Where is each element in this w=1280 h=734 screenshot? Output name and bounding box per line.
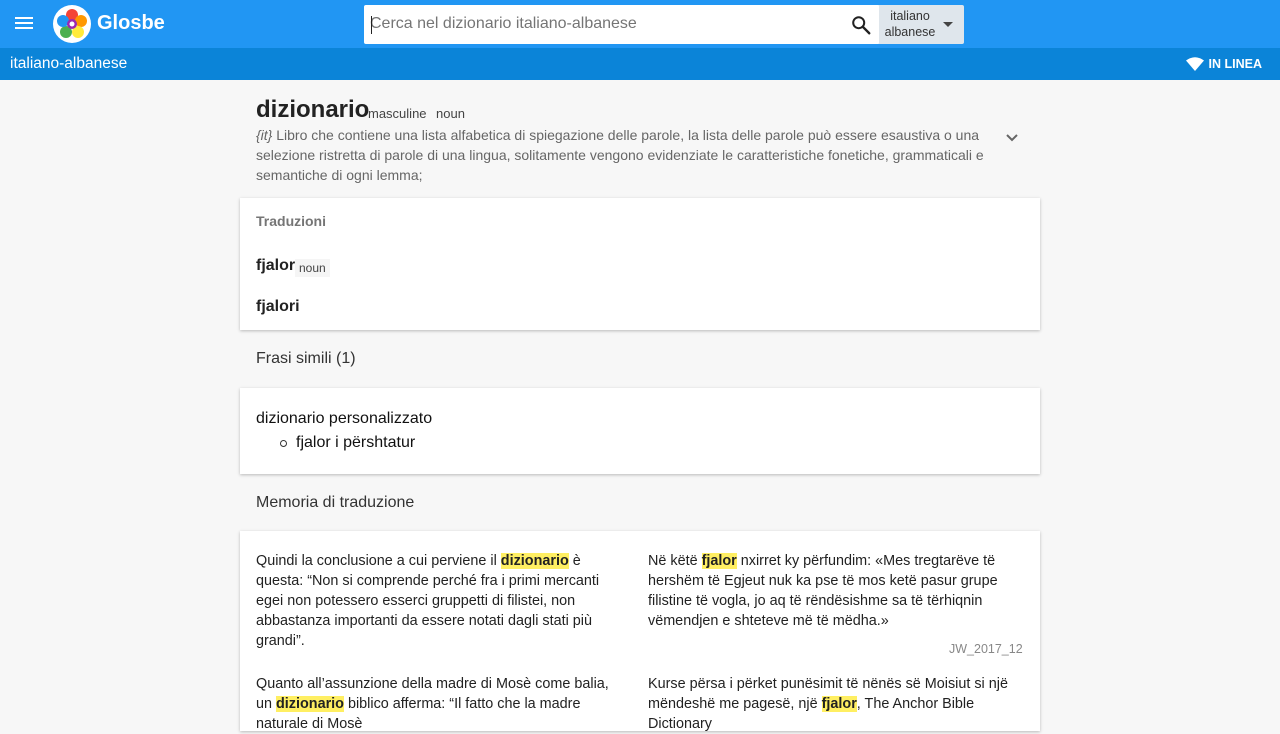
tm-highlight: dizionario xyxy=(276,696,344,712)
tm-highlight: dizionario xyxy=(500,553,569,569)
tm-text: Quanto all’assunzione della madre di Mosè come balia, un xyxy=(256,676,609,712)
tm-text: Quindi la conclusione a cui perviene il xyxy=(256,553,501,569)
list-bullet xyxy=(280,440,287,447)
menu-icon[interactable] xyxy=(14,14,34,34)
tm-target-sentence xyxy=(648,551,1018,631)
tm-text: è questa: “Non si comprende perché fra i primi mercanti egei non potessero esserci gruppetti di filistei, non abbastanza importanti da essere notati dagli stati più grandi”. xyxy=(256,553,600,649)
lang-to-label: albanese xyxy=(884,25,936,39)
tm-target-sentence xyxy=(648,674,1018,734)
similar-phrases-title[interactable]: Frasi simili (1) xyxy=(256,350,356,367)
dropdown-arrow-icon xyxy=(943,22,953,27)
similar-phrase-source[interactable]: dizionario personalizzato xyxy=(256,410,433,427)
translations-label: Traduzioni xyxy=(256,213,326,229)
tm-source-label: JW_2017_12 xyxy=(949,642,1023,656)
language-pair-bar xyxy=(0,48,1280,80)
translation-term[interactable]: fjalori xyxy=(256,298,300,315)
tm-text: biblico afferma: “Il fatto che la madre naturale di Mosè xyxy=(256,696,581,732)
tm-text: nxirret ky përfundim: «Mes tregtarëve të hershëm të Egjeut nuk ka pse të mos ketë pasur grupe filistine të vogla, jo aq të rëndësishme sa të tërhiqnin vëmendjen e shteteve më të mëdha.» xyxy=(648,553,998,629)
translation-pos-tag: noun xyxy=(295,259,330,277)
language-pair-link[interactable]: italiano-albanese xyxy=(10,55,128,72)
translations-card xyxy=(240,198,1040,330)
translation-memory-title: Memoria di traduzione xyxy=(256,494,415,511)
lang-from-label: italiano xyxy=(890,9,930,23)
tm-source-sentence xyxy=(256,674,626,734)
search-input[interactable] xyxy=(370,9,844,39)
text-cursor xyxy=(371,16,372,34)
tm-text: Kurse përsa i përket punësimit të nënës së Moisiut si një mëndeshë me pagesë, një xyxy=(648,676,1008,712)
tm-text: , The Anchor Bible Dictionary xyxy=(648,696,975,732)
pos-tag: noun xyxy=(436,106,465,121)
similar-phrases-card xyxy=(240,388,1040,474)
wifi-icon xyxy=(1186,57,1204,71)
gender-tag: masculine xyxy=(368,106,427,121)
tm-highlight: fjalor xyxy=(821,696,857,712)
brand-name[interactable]: Glosbe xyxy=(97,12,165,34)
headword: dizionario xyxy=(256,96,370,123)
glosbe-logo[interactable] xyxy=(53,5,91,43)
tm-highlight: fjalor xyxy=(701,553,737,569)
definition xyxy=(256,125,996,185)
chevron-down-icon[interactable] xyxy=(1004,130,1020,146)
top-app-bar xyxy=(0,0,1280,48)
similar-phrase-target[interactable]: fjalor i përshtatur xyxy=(296,434,416,451)
definition-text: Libro che contiene una lista alfabetica di spiegazione delle parole, la lista delle parole può essere esaustiva o una selezione ristretta di parole di una lingua, solitamente vengono evidenziate le caratteristiche fonetiche, grammaticali e semantiche di ogni lemma; xyxy=(256,127,984,183)
translation-term[interactable]: fjalor xyxy=(256,257,296,274)
search-box xyxy=(364,5,880,44)
online-status: IN LINEA xyxy=(1208,57,1262,71)
definition-language: {it} xyxy=(256,127,273,143)
tm-source-sentence xyxy=(256,551,626,651)
language-pair-select[interactable] xyxy=(879,5,964,44)
search-icon[interactable] xyxy=(850,14,872,36)
translation-memory-card xyxy=(240,531,1040,731)
tm-text: Në këtë xyxy=(648,553,702,569)
